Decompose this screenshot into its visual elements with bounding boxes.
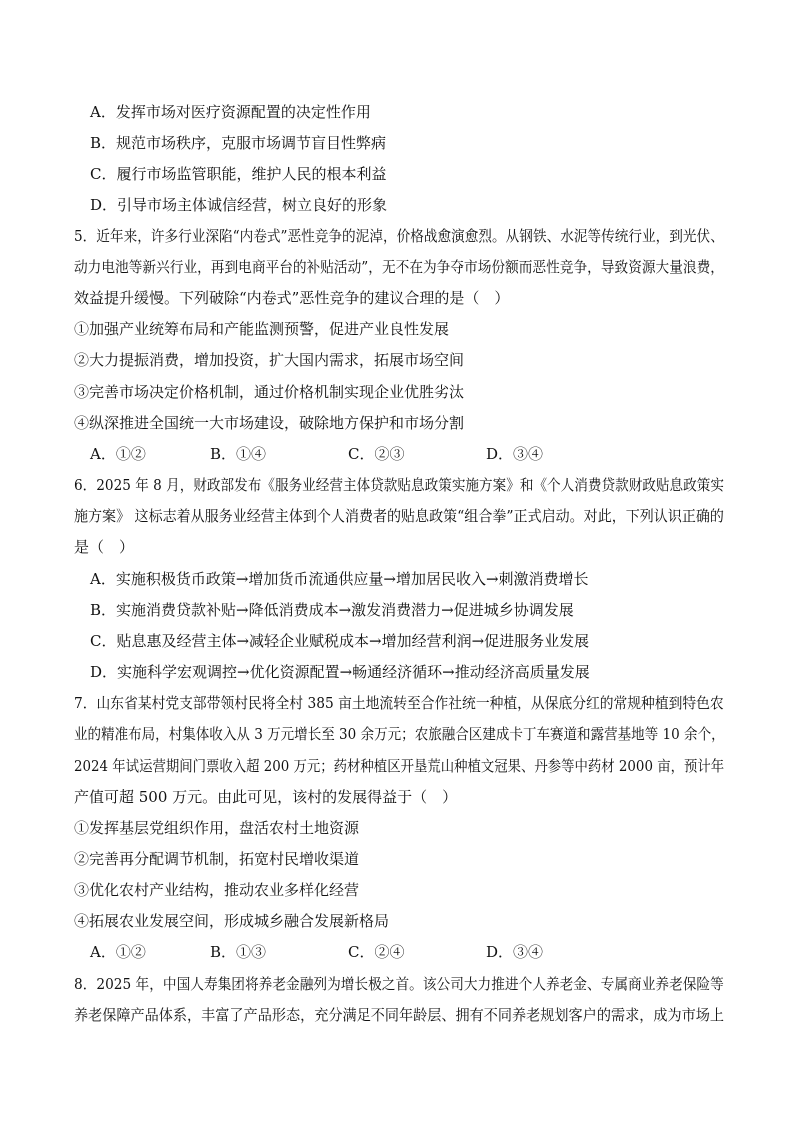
q7-stem-line: 2024 年试运营期间门票收入超 200 万元；药材种植区开垦荒山种植文冠果、丹参等中药材 2000 亩，预计年 xyxy=(74,757,725,775)
q4-option-c: C．履行市场监管职能，维护人民的根本利益 xyxy=(90,165,387,183)
q7-stem-line: 业的精准布局，村集体收入从 3 万元增长至 30 余万元；农旅融合区建成卡丁车赛道和露营基地等 10 余个， xyxy=(74,725,725,743)
q7-choice-a: A．①② xyxy=(90,943,146,961)
q6-option-c: C．贴息惠及经营主体→减轻企业赋税成本→增加经营利润→促进服务业发展 xyxy=(90,632,590,650)
q8-stem-line: 养老保障产品体系，丰富了产品形态，充分满足不同年龄层、拥有不同养老规划客户的需求，成为市场上 xyxy=(74,1006,724,1024)
q7-stem-line: 7．山东省某村党支部带领村民将全村 385 亩土地流转至合作社统一种植，从保底分红的常规种植到特色农 xyxy=(74,694,724,712)
q5-item-3: ③完善市场决定价格机制，通过价格机制实现企业优胜劣汰 xyxy=(74,383,465,401)
q6-stem-line: 施方案》 这标志着从服务业经营主体到个人消费者的贴息政策“组合拳”正式启动。对此，下列认识正确的 xyxy=(74,507,724,525)
q5-stem-line: 5．近年来，许多行业深陷“内卷式”恶性竞争的泥淖，价格战愈演愈烈。从钢铁、水泥等传统行业，到光伏、 xyxy=(74,227,724,245)
q5-choice-d: D．③④ xyxy=(486,445,544,463)
q7-item-2: ②完善再分配调节机制，拓宽村民增收渠道 xyxy=(74,850,360,868)
q7-choice-d: D．③④ xyxy=(486,943,544,961)
q6-option-b: B．实施消费贷款补贴→降低消费成本→激发消费潜力→促进城乡协调发展 xyxy=(90,601,574,619)
q6-stem-line: 是（ ） xyxy=(74,538,135,556)
q7-item-3: ③优化农村产业结构，推动农业多样化经营 xyxy=(74,881,360,899)
q6-option-a: A．实施积极货币政策→增加货币流通供应量→增加居民收入→刺激消费增长 xyxy=(90,570,589,588)
q6-stem-line: 6．2025 年 8 月，财政部发布《服务业经营主体贷款贴息政策实施方案》和《个人消费贷款财政贴息政策实 xyxy=(74,476,724,494)
q5-item-1: ①加强产业统筹布局和产能监测预警，促进产业良性发展 xyxy=(74,320,450,338)
q6-option-d: D．实施科学宏观调控→优化资源配置→畅通经济循环→推动经济高质量发展 xyxy=(90,663,590,681)
q4-option-b: B．规范市场秩序，克服市场调节盲目性弊病 xyxy=(90,134,387,152)
q5-stem-line: 效益提升缓慢。下列破除“内卷式”恶性竞争的建议合理的是（ ） xyxy=(74,289,510,307)
q5-choice-b: B．①④ xyxy=(210,445,267,463)
q5-stem-line: 动力电池等新兴行业，再到电商平台的补贴活动”，无不在为争夺市场份额而恶性竞争，导致资源大量浪费， xyxy=(74,258,724,276)
q5-item-2: ②大力提振消费，增加投资，扩大国内需求，拓展市场空间 xyxy=(74,351,465,369)
q4-option-d: D．引导市场主体诚信经营，树立良好的形象 xyxy=(90,196,388,214)
q5-choice-c: C．②③ xyxy=(348,445,405,463)
q8-stem-line: 8．2025 年，中国人寿集团将养老金融列为增长极之首。该公司大力推进个人养老金、专属商业养老保险等 xyxy=(74,975,724,993)
q7-stem-line: 产值可超 500 万元。由此可见，该村的发展得益于（ ） xyxy=(74,788,458,806)
q5-choice-a: A．①② xyxy=(90,445,146,463)
q7-choice-b: B．①③ xyxy=(210,943,267,961)
q7-item-4: ④拓展农业发展空间，形成城乡融合发展新格局 xyxy=(74,912,390,930)
q5-item-4: ④纵深推进全国统一大市场建设，破除地方保护和市场分割 xyxy=(74,414,465,432)
q7-item-1: ①发挥基层党组织作用，盘活农村土地资源 xyxy=(74,819,360,837)
q4-option-a: A．发挥市场对医疗资源配置的决定性作用 xyxy=(90,103,371,121)
q7-choice-c: C．②④ xyxy=(348,943,405,961)
